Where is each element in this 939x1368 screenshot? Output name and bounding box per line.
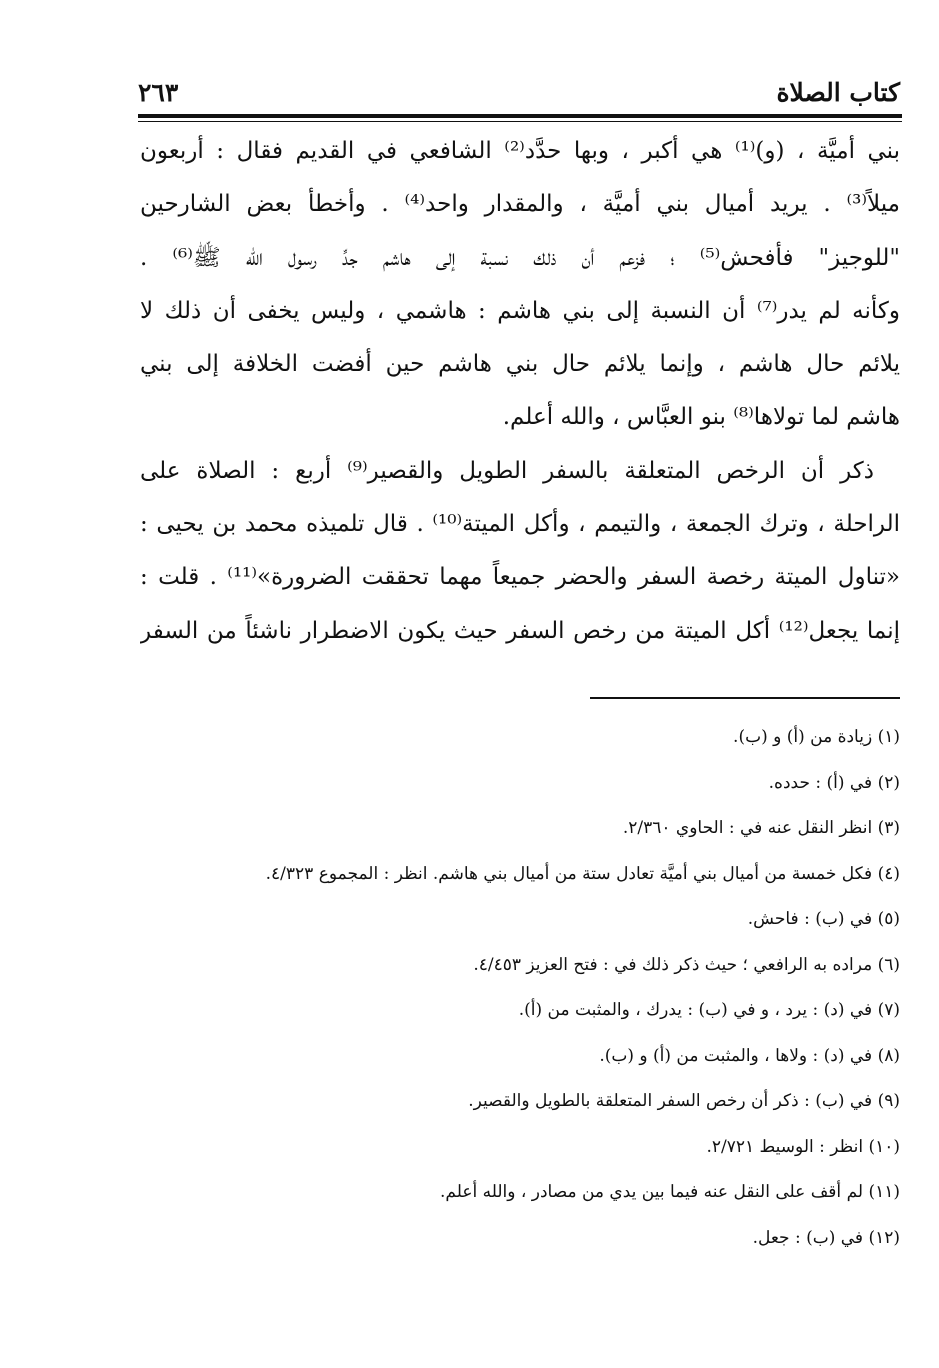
header-rule-thick: [138, 114, 902, 118]
footnote: (١٢) في (ب) : جعل.: [752, 1227, 900, 1248]
footnote: (٧) في (د) : يرد ، و في (ب) : يدرك ، والمثبت من (أ).: [518, 1000, 900, 1020]
text-line: ميلاً⁽³⁾ . يريد أميال بني أميَّة ، والمقدار واحد⁽⁴⁾ . وأخطأ بعض الشارحين: [140, 191, 900, 218]
footnote: (٨) في (د) : ولاها ، والمثبت من (أ) و (ب).: [599, 1045, 900, 1066]
chapter-title: كتاب الصلاة: [776, 78, 900, 107]
footnote: (٢) في (أ) : حدده.: [768, 772, 900, 793]
footnote: (٩) في (ب) : ذكر أن رخص السفر المتعلقة بالطويل والقصير.: [468, 1091, 900, 1111]
main-text: [140, 125, 900, 658]
text-line: يلائم حال هاشم ، وإنما يلائم حال بني هاشم حين أفضت الخلافة إلى بني: [140, 351, 900, 378]
footnote: (٣) انظر النقل عنه في : الحاوي ٢/٣٦٠.: [622, 818, 900, 838]
footnote: (١) زيادة من (أ) و (ب).: [733, 727, 900, 747]
running-header: [138, 76, 900, 110]
text-line: وكأنه لم يدر⁽⁷⁾ أن النسبة إلى بني هاشم : هاشمي ، وليس يخفى أن ذلك لا: [140, 297, 900, 324]
footnote-separator: [590, 697, 900, 699]
footnotes: [140, 715, 900, 1261]
text-line: إنما يجعل⁽¹²⁾ أكل الميتة من رخص السفر حيث يكون الاضطرار ناشئاً من السفر: [140, 617, 900, 644]
page-number: ٢٦٣: [138, 78, 179, 107]
footnote: (١١) لم أقف على النقل عنه فيما بين يدي من مصادر ، والله أعلم.: [440, 1182, 900, 1202]
footnote: (٦) مراده به الرافعي ؛ حيث ذكر ذلك في : فتح العزيز ٤/٤٥٣.: [473, 954, 900, 975]
text-line: "للوجيز" فأفحش⁽⁵⁾ ؛ فزعم أن ذلك نسبة إلى هاشم جدِّ رسول الله ﷺ⁽⁶⁾ .: [140, 244, 900, 271]
footnote: (١٠) انظر : الوسيط ٢/٧٢١.: [706, 1136, 900, 1157]
text-line: الراحلة ، وترك الجمعة ، والتيمم ، وأكل الميتة⁽¹⁰⁾ . قال تلميذه محمد بن يحيى :: [140, 511, 900, 538]
footnote: (٥) في (ب) : فاحش.: [747, 909, 900, 929]
footnote: (٤) فكل خمسة من أميال بني أميَّة تعادل ستة من أميال بني هاشم. انظر : المجموع ٤/٣٢٣.: [265, 863, 900, 884]
text-line: بني أميَّة ، (و)⁽¹⁾ هي أكبر ، وبها حدَّد⁽²⁾ الشافعي في القديم فقال : أربعون: [140, 138, 900, 164]
text-line: ذكر أن الرخص المتعلقة بالسفر الطويل والقصير⁽⁹⁾ أربع : الصلاة على: [140, 457, 874, 484]
header-rule-thin: [138, 121, 902, 122]
text-line: «تناول الميتة رخصة السفر والحضر جميعاً مهما تحققت الضرورة»⁽¹¹⁾ . قلت :: [140, 564, 900, 591]
text-line: هاشم لما تولاها⁽⁸⁾ بنو العبَّاس ، والله أعلم.: [502, 404, 900, 431]
